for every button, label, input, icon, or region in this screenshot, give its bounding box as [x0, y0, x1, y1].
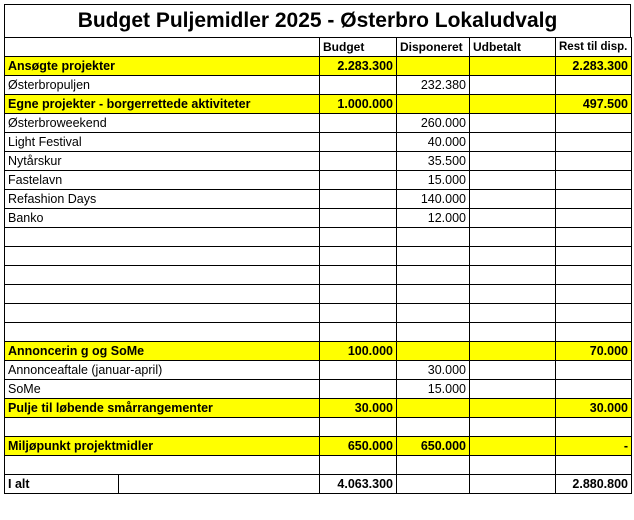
table-row	[5, 171, 632, 190]
header-cell-disponeret: Disponeret	[397, 38, 470, 57]
row-disponeret	[397, 228, 470, 247]
table-row	[5, 228, 632, 247]
row-rest: 2.283.300	[556, 57, 632, 76]
total-label: I alt	[5, 475, 119, 494]
header-cell-label	[5, 38, 320, 57]
row-budget	[320, 266, 397, 285]
row-udbetalt	[470, 57, 556, 76]
row-udbetalt	[470, 228, 556, 247]
row-udbetalt	[470, 304, 556, 323]
row-budget	[320, 247, 397, 266]
table-row	[5, 380, 632, 399]
row-label: Refashion Days	[5, 190, 320, 209]
row-label	[5, 247, 320, 266]
row-budget	[320, 456, 397, 475]
table-row	[5, 57, 632, 76]
table-row	[5, 114, 632, 133]
table-row	[5, 418, 632, 437]
row-rest	[556, 152, 632, 171]
table-row	[5, 76, 632, 95]
row-rest: 497.500	[556, 95, 632, 114]
row-budget	[320, 209, 397, 228]
row-budget	[320, 228, 397, 247]
row-label: Østerbroweekend	[5, 114, 320, 133]
row-udbetalt	[470, 152, 556, 171]
row-budget	[320, 323, 397, 342]
table-row	[5, 95, 632, 114]
row-budget	[320, 304, 397, 323]
row-budget	[320, 76, 397, 95]
row-udbetalt	[470, 437, 556, 456]
row-budget	[320, 418, 397, 437]
row-budget	[320, 361, 397, 380]
row-budget: 2.283.300	[320, 57, 397, 76]
row-udbetalt	[470, 285, 556, 304]
table-row	[5, 342, 632, 361]
row-rest	[556, 361, 632, 380]
total-spacer	[119, 475, 320, 494]
row-rest	[556, 418, 632, 437]
row-rest	[556, 285, 632, 304]
row-rest	[556, 323, 632, 342]
table-row	[5, 399, 632, 418]
row-disponeret: 232.380	[397, 76, 470, 95]
row-udbetalt	[470, 266, 556, 285]
row-budget	[320, 285, 397, 304]
row-disponeret: 260.000	[397, 114, 470, 133]
total-budget: 4.063.300	[320, 475, 397, 494]
row-udbetalt	[470, 399, 556, 418]
row-rest	[556, 456, 632, 475]
row-label: SoMe	[5, 380, 320, 399]
row-udbetalt	[470, 380, 556, 399]
table-row	[5, 456, 632, 475]
row-disponeret	[397, 323, 470, 342]
row-label: Fastelavn	[5, 171, 320, 190]
budget-table	[4, 37, 632, 494]
row-disponeret	[397, 285, 470, 304]
row-label	[5, 285, 320, 304]
row-budget: 650.000	[320, 437, 397, 456]
row-label: Østerbropuljen	[5, 76, 320, 95]
table-row	[5, 285, 632, 304]
table-row	[5, 190, 632, 209]
row-disponeret: 140.000	[397, 190, 470, 209]
row-udbetalt	[470, 247, 556, 266]
row-label: Annonceaftale (januar-april)	[5, 361, 320, 380]
row-label: Pulje til løbende smårrangementer	[5, 399, 320, 418]
row-rest	[556, 133, 632, 152]
row-udbetalt	[470, 114, 556, 133]
header-cell-rest: Rest til disp.	[556, 38, 632, 57]
row-rest	[556, 247, 632, 266]
row-disponeret	[397, 95, 470, 114]
row-label	[5, 456, 320, 475]
row-udbetalt	[470, 171, 556, 190]
row-rest	[556, 76, 632, 95]
row-rest: 70.000	[556, 342, 632, 361]
row-budget	[320, 190, 397, 209]
table-row	[5, 361, 632, 380]
row-label	[5, 266, 320, 285]
row-budget	[320, 171, 397, 190]
row-rest	[556, 171, 632, 190]
row-disponeret	[397, 304, 470, 323]
row-rest	[556, 266, 632, 285]
row-rest	[556, 380, 632, 399]
row-label: Light Festival	[5, 133, 320, 152]
row-rest	[556, 304, 632, 323]
table-row	[5, 133, 632, 152]
row-udbetalt	[470, 418, 556, 437]
header-cell-budget: Budget	[320, 38, 397, 57]
row-rest	[556, 190, 632, 209]
row-rest	[556, 228, 632, 247]
table-row	[5, 437, 632, 456]
row-rest	[556, 114, 632, 133]
row-label: Nytårskur	[5, 152, 320, 171]
row-disponeret: 35.500	[397, 152, 470, 171]
row-disponeret: 12.000	[397, 209, 470, 228]
row-label: Annoncerin g og SoMe	[5, 342, 320, 361]
table-row	[5, 323, 632, 342]
row-udbetalt	[470, 456, 556, 475]
row-disponeret: 30.000	[397, 361, 470, 380]
row-disponeret: 15.000	[397, 171, 470, 190]
row-rest	[556, 209, 632, 228]
row-budget	[320, 114, 397, 133]
row-udbetalt	[470, 190, 556, 209]
row-budget	[320, 380, 397, 399]
row-label	[5, 304, 320, 323]
row-disponeret	[397, 399, 470, 418]
row-disponeret	[397, 456, 470, 475]
row-udbetalt	[470, 95, 556, 114]
total-rest: 2.880.800	[556, 475, 632, 494]
row-label	[5, 418, 320, 437]
total-row	[5, 475, 632, 494]
total-disponeret	[397, 475, 470, 494]
row-label: Egne projekter - borgerrettede aktiviteter	[5, 95, 320, 114]
row-disponeret	[397, 418, 470, 437]
row-udbetalt	[470, 209, 556, 228]
row-label	[5, 323, 320, 342]
row-disponeret: 650.000	[397, 437, 470, 456]
row-budget	[320, 133, 397, 152]
row-budget: 100.000	[320, 342, 397, 361]
row-label: Ansøgte projekter	[5, 57, 320, 76]
row-udbetalt	[470, 133, 556, 152]
row-label: Miljøpunkt projektmidler	[5, 437, 320, 456]
row-disponeret	[397, 57, 470, 76]
row-budget: 30.000	[320, 399, 397, 418]
row-rest: -	[556, 437, 632, 456]
row-udbetalt	[470, 323, 556, 342]
row-rest: 30.000	[556, 399, 632, 418]
table-row	[5, 304, 632, 323]
row-disponeret	[397, 342, 470, 361]
table-row	[5, 247, 632, 266]
header-cell-udbetalt: Udbetalt	[470, 38, 556, 57]
row-budget: 1.000.000	[320, 95, 397, 114]
total-udbetalt	[470, 475, 556, 494]
row-disponeret	[397, 247, 470, 266]
row-disponeret: 40.000	[397, 133, 470, 152]
row-label	[5, 228, 320, 247]
row-label: Banko	[5, 209, 320, 228]
row-udbetalt	[470, 361, 556, 380]
table-row	[5, 152, 632, 171]
row-udbetalt	[470, 76, 556, 95]
row-udbetalt	[470, 342, 556, 361]
sheet-title: Budget Puljemidler 2025 - Østerbro Lokaludvalg	[4, 4, 631, 38]
row-disponeret: 15.000	[397, 380, 470, 399]
row-disponeret	[397, 266, 470, 285]
table-row	[5, 266, 632, 285]
header-row	[5, 38, 632, 57]
row-budget	[320, 152, 397, 171]
table-row	[5, 209, 632, 228]
